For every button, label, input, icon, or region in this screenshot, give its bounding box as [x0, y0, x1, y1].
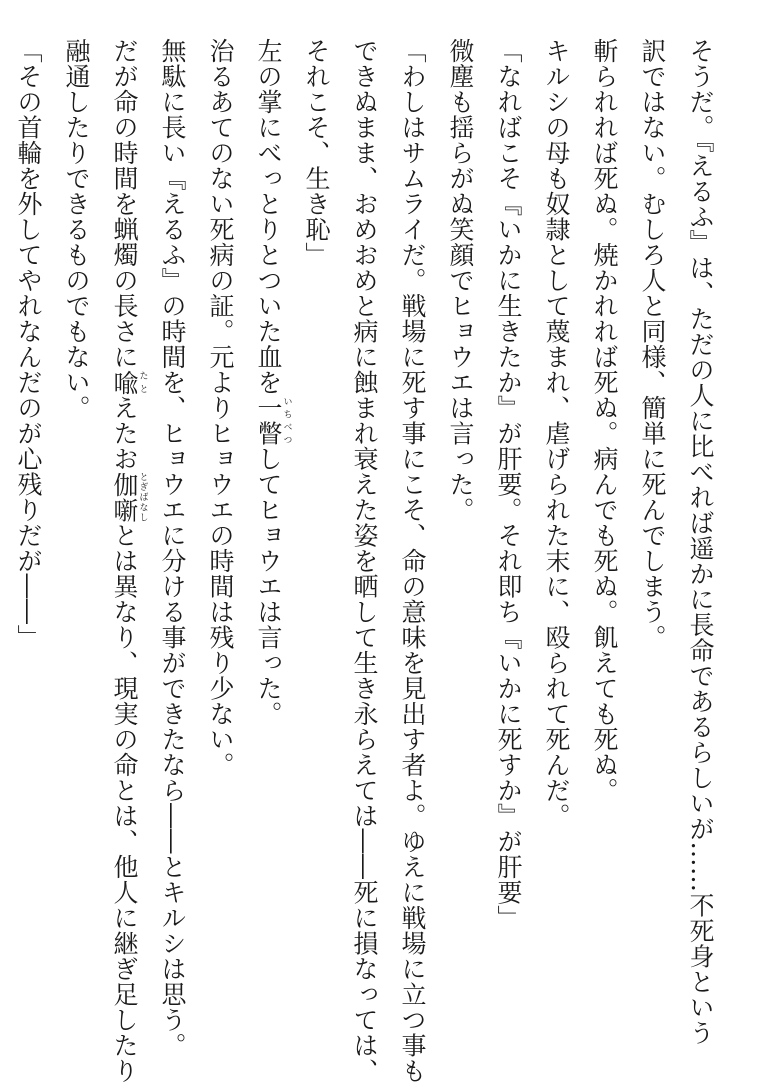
text-line-4: キルシの母も奴隷として蔑まれ、虐げられた末に、殴られて死んだ。: [542, 38, 571, 829]
text-line-15: 「その首輪を外してやれなんだのが心残りだが――」: [14, 38, 43, 650]
text-line-6: 微塵も揺らがぬ笑顔でヒョウエは言った。: [446, 38, 475, 523]
text-line-12: 無駄に長い『えるふ』の時間を、ヒョウエに分ける事ができたなら――とキルシは思う。: [158, 38, 187, 1058]
ruby-ichibetsu: 一瞥いちべつ: [254, 395, 292, 446]
ruby-text-togibanashi: とぎばなし: [137, 471, 148, 523]
text-line-2: 訳ではない。むしろ人と同様、簡単に死んでしまう。: [638, 38, 667, 650]
vertical-text-body: [14, 38, 724, 1084]
text-line-14: 融通したりできるものでもない。: [62, 38, 91, 421]
text-line-8: できぬまま、おめおめと病に蝕まれ衰えた姿を晒して生き永らえては――死に損なっては、: [350, 38, 379, 1084]
text-line-3: 斬られれば死ぬ。焼かれれば死ぬ。病んでも死ぬ。飢えても死ぬ。: [590, 38, 619, 803]
text-line-13: だが命の時間を蝋燭の長さに喩たとえたお伽噺とぎばなしとは異なり、現実の命とは、他人に継ぎ足したり: [110, 38, 148, 1084]
ruby-text-ichibetsu: いちべつ: [281, 395, 292, 446]
ruby-togibanashi: 伽噺とぎばなし: [110, 471, 148, 523]
text-line-7: 「わしはサムライだ。戦場に死す事にこそ、命の意味を見出す者よ。ゆえに戦場に立つ事も: [398, 38, 427, 1084]
text-line-5: 「なればこそ『いかに生きたか』が肝要。それ即ち『いかに死すか』が肝要」: [494, 38, 523, 931]
text-line-1: そうだ。『えるふ』は、ただの人に比べれば遥かに長命であるらしいが……不死身という: [686, 38, 715, 1046]
text-line-10: 左の掌にべっとりとついた血を一瞥いちべつしてヒョウエは言った。: [254, 38, 292, 727]
ruby-text-tatoe: たと: [137, 369, 148, 395]
ruby-tatoe: 喩たと: [110, 369, 148, 395]
text-line-11: 治るあてのない死病の証。元よりヒョウエの時間は残り少ない。: [206, 38, 235, 778]
text-line-9: それこそ、生き恥」: [302, 38, 331, 268]
